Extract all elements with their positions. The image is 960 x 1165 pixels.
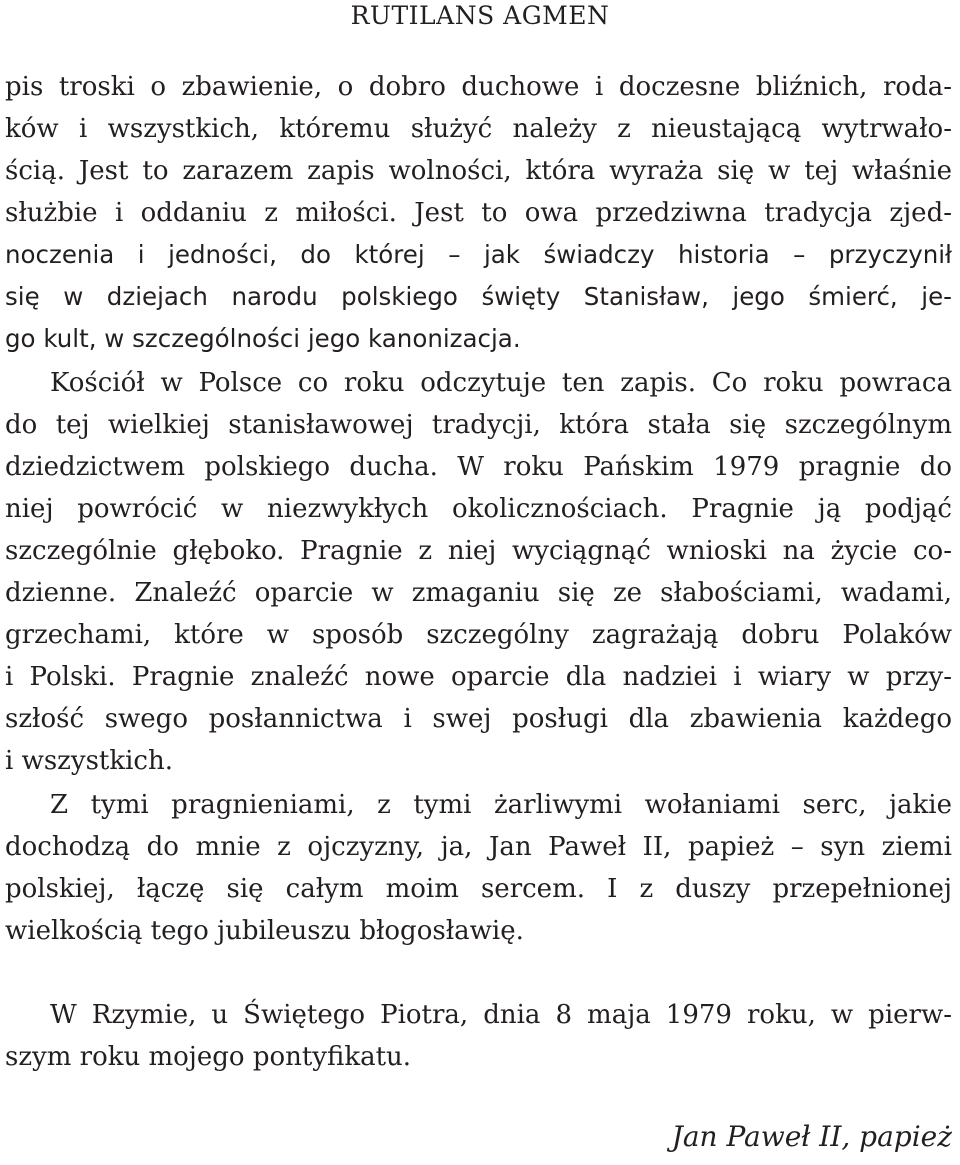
text-line: Z tymi pragnieniami, z tymi żarliwymi wołaniami serc, jakie (50, 790, 952, 820)
text-line: i Polski. Pragnie znaleźć nowe oparcie dla nadziei i wiary w przy- (5, 662, 952, 692)
text-line: i wszystkich. (5, 746, 173, 776)
running-head: RUTILANS AGMEN (350, 1, 610, 30)
text-line: wielkością tego jubileuszu błogosławię. (5, 916, 524, 946)
text-line: Kościół w Polsce co roku odczytuje ten zapis. Co roku powraca (50, 368, 952, 398)
text-line: szym roku mojego pontyfikatu. (5, 1042, 412, 1072)
text-line: dzienne. Znaleźć oparcie w zmaganiu się ze słabościami, wadami, (5, 578, 952, 608)
text-line: ścią. Jest to zarazem zapis wolności, która wyraża się w tej właśnie (5, 156, 952, 186)
text-line: niej powrócić w niezwykłych okolicznościach. Pragnie ją podjąć (5, 494, 952, 524)
text-line: grzechami, które w sposób szczególny zagrażają dobru Polaków (5, 620, 952, 650)
text-line: szłość swego posłannictwa i swej posługi dla zbawienia każdego (5, 704, 952, 734)
text-line: szczególnie głęboko. Pragnie z niej wyciągnąć wnioski na życie co- (5, 536, 952, 566)
text-line: dochodzą do mnie z ojczyzny, ja, Jan Paweł II, papież – syn ziemi (5, 832, 952, 862)
text-line: pis troski o zbawienie, o dobro duchowe i doczesne bliźnich, roda- (5, 72, 952, 102)
text-line: W Rzymie, u Świętego Piotra, dnia 8 maja 1979 roku, w pierw- (50, 1000, 952, 1030)
signature: Jan Paweł II, papież (671, 1120, 952, 1153)
text-line: go kult, w szczególności jego kanonizacja. (5, 324, 521, 353)
text-line: polskiej, łączę się całym moim sercem. I z duszy przepełnionej (5, 874, 952, 904)
text-line: noczenia i jedności, do której – jak świadczy historia – przyczynił (5, 240, 952, 269)
text-line: ków i wszystkich, któremu służyć należy z nieustającą wytrwało- (5, 114, 952, 144)
text-line: do tej wielkiej stanisławowej tradycji, która stała się szczególnym (5, 410, 952, 440)
text-line: się w dziejach narodu polskiego święty Stanisław, jego śmierć, je- (5, 282, 952, 311)
text-line: służbie i oddaniu z miłości. Jest to owa przedziwna tradycja zjed- (5, 198, 952, 228)
text-line: dziedzictwem polskiego ducha. W roku Pańskim 1979 pragnie do (5, 452, 952, 482)
